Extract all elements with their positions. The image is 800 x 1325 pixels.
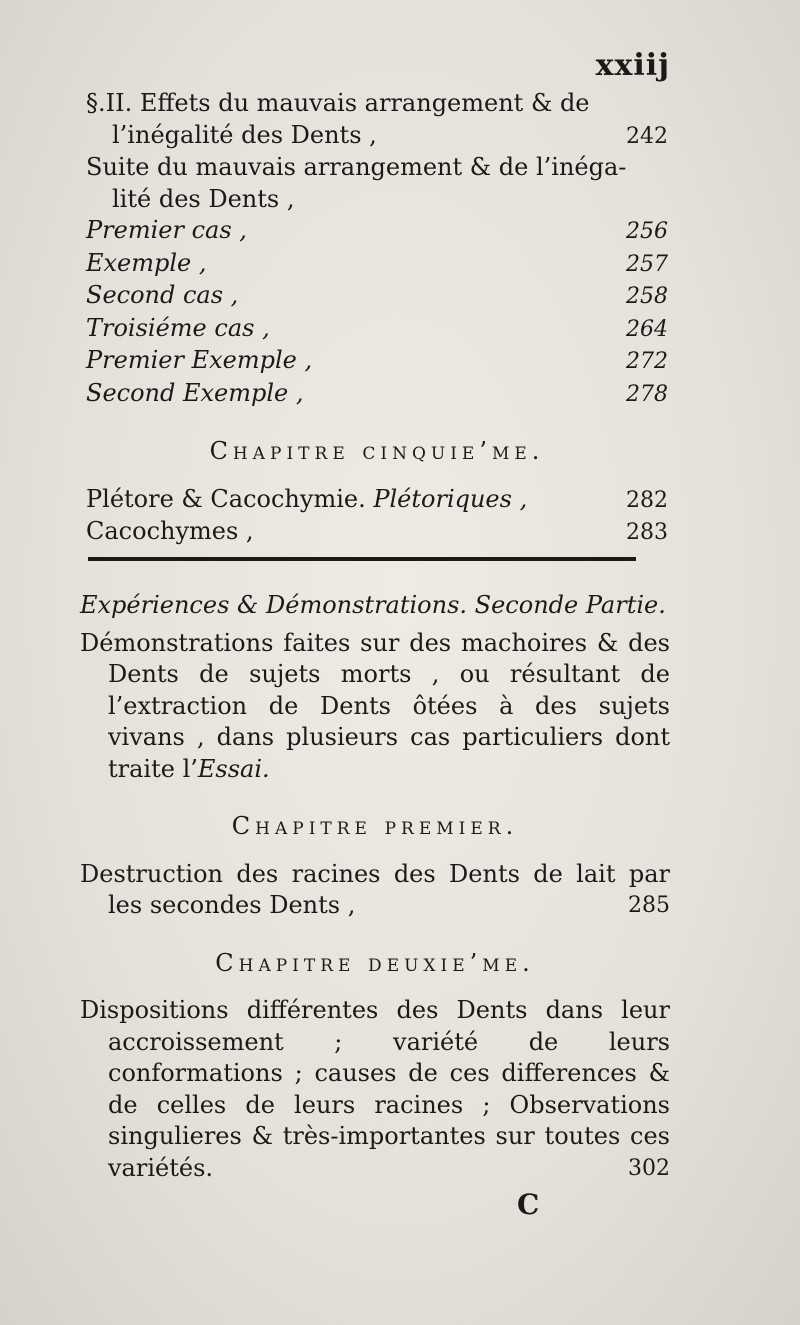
toc-page: 302 [628,1155,670,1181]
toc-entry-line: lité des Dents , [112,184,295,213]
part-title: Expériences & Démonstrations. Seconde Partie. [80,591,666,619]
toc-entry [86,516,668,549]
toc-page: 264 [626,316,668,342]
toc-page: 278 [626,381,668,407]
toc-entry [86,248,668,281]
toc-page: 282 [626,487,668,513]
toc-entry-line [86,484,527,516]
chapter-heading: Chapitre cinquie’me. [209,437,545,465]
part-two [80,590,670,1184]
signature-mark: C [517,1188,540,1221]
toc-page: 283 [626,520,668,545]
toc-entry-line: Second Exemple , [86,378,304,407]
toc-page: 285 [628,893,670,918]
toc-page: 258 [626,284,668,309]
toc-entry-line: Exemple , [86,248,207,277]
toc-entry [86,88,668,120]
toc-entry-line: Suite du mauvais arrangement & de l’inéga- [86,153,627,181]
toc-page: 257 [626,251,668,277]
chapter-heading: Chapitre deuxie’me. [215,948,535,977]
toc-entry [86,215,668,248]
toc-entry-italic: Plétoriques , [373,484,528,513]
toc-entry [86,152,668,184]
part-intro-text: Démonstrations faites sur des machoires & des Dents de sujets morts , ou résultant de l’extraction de Dents ôtées à des sujets vivans , dans plusieurs cas particuliers dont traite l’ [80,628,670,783]
toc-entry-line: Premier Exemple , [86,346,313,374]
toc-entry-line: Premier cas , [86,216,247,244]
toc-entry-line: Second cas , [86,281,239,309]
toc-entry-line: §.II. Effets du mauvais arrangement & de [86,89,590,117]
toc-entry [86,484,668,517]
toc-entry-text: Plétore & Cacochymie. [86,484,366,513]
toc-entry [86,345,668,378]
toc-entry [86,120,668,153]
part-intro [80,628,670,786]
toc-entry [80,995,670,1184]
toc-entry-line: Troisiéme cas , [86,313,270,342]
part-intro-italic: Essai. [197,754,270,783]
section-rule [88,557,636,561]
page-number: xxiij [595,48,670,83]
toc-entry [80,859,670,922]
toc-page: 272 [626,349,668,374]
toc-page: 242 [626,123,668,149]
toc-entry-text: Destruction des racines des Dents de lait par les secondes Dents , [80,859,670,919]
table-of-contents [86,88,668,549]
toc-entry [86,184,668,216]
toc-entry [86,280,668,313]
toc-page: 256 [626,219,668,244]
toc-entry [86,378,668,411]
toc-entry-text: Cacochymes , [86,517,254,545]
toc-entry [86,313,668,346]
toc-entry-text: Dispositions différentes des Dents dans leur accroissement ; variété de leurs conformations ; causes de ces differences & de celles de leurs racines ; Observations singulieres & très-importantes sur toutes ces variétés. [80,996,670,1182]
chapter-heading: Chapitre premier. [231,812,519,840]
toc-entry-line: l’inégalité des Dents , [112,120,377,149]
